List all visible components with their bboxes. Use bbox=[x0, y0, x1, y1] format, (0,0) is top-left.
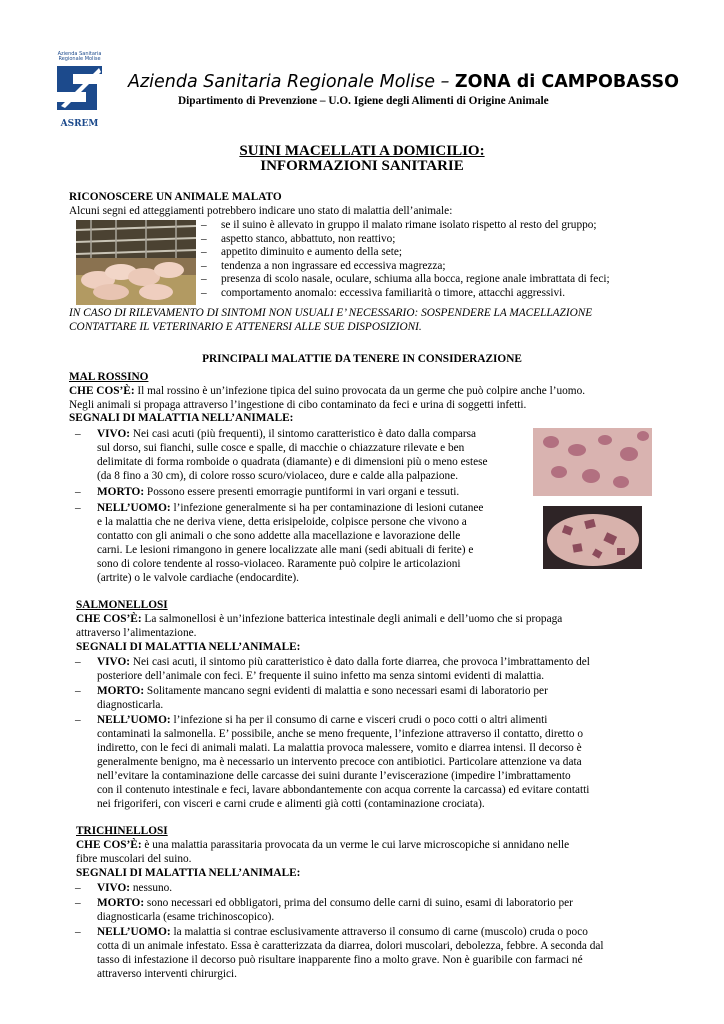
mal-rossino-signs-heading: SEGNALI DI MALATTIA NELL’ANIMALE: bbox=[69, 412, 294, 424]
trichinellosi-uomo-3: tasso di infestazione il decorso può risultare inapparente fino a molto grave. Non è guaribile con farmaci né bbox=[97, 954, 583, 966]
trichinellosi-morto-2: diagnosticarla (esame trichinoscopico). bbox=[97, 911, 275, 923]
list-dash: – bbox=[75, 486, 81, 498]
rossino-uomo-2: e la malattia che ne deriva viene, detta erisipeloide, colpisce persone che vivono a bbox=[97, 516, 467, 528]
salmonellosi-uomo-5: nell’evitare la contaminazione delle carcasse dei suini durante l’eviscerazione (impedire l’imbrattamento bbox=[97, 770, 571, 782]
rossino-vivo-4: (da 8 fino a 30 cm), di colore rosso scuro/violaceo, dure e calde alla palpazione. bbox=[97, 470, 459, 482]
vivo-label: VIVO: bbox=[97, 882, 131, 894]
salmonellosi-vivo-2: posteriore dell’animale con feci. E’ frequente il suino infetto ma senza sintomi evidenti di malattia. bbox=[97, 670, 545, 682]
salmonellosi-heading: SALMONELLOSI bbox=[76, 599, 168, 611]
org-prefix: Azienda Sanitaria Regionale Molise – bbox=[128, 72, 455, 92]
uomo-text: l’infezione generalmente si ha per contaminazione di lesioni cutanee bbox=[170, 502, 484, 514]
salmonellosi-uomo bbox=[97, 714, 547, 728]
what-label: CHE COS’È: bbox=[76, 613, 142, 625]
uomo-label: NELL’UOMO: bbox=[97, 926, 171, 938]
rossino-morto bbox=[97, 486, 459, 500]
list-dash: – bbox=[201, 246, 207, 259]
rossino-uomo-3: contatto con gli animali o che sono addette alla macellazione e lavorazione delle bbox=[97, 530, 461, 542]
logo-line1: Azienda Sanitaria bbox=[57, 51, 102, 57]
list-dash: – bbox=[75, 428, 81, 440]
mal-rossino-what bbox=[69, 385, 585, 399]
logo-acronym: ASREM bbox=[60, 118, 99, 129]
rossino-vivo-3: delimitate di forma romboide o quadrata (diamante) e di dimensioni più o meno estese bbox=[97, 456, 488, 468]
trichinellosi-morto bbox=[97, 897, 573, 911]
list-dash: – bbox=[201, 286, 207, 299]
asrem-logo bbox=[53, 51, 106, 129]
org-zone: ZONA di CAMPOBASSO bbox=[454, 72, 680, 92]
vivo-label: VIVO: bbox=[97, 428, 131, 440]
sign-text: presenza di scolo nasale, oculare, schiuma alla bocca, regione anale imbrattata di feci; bbox=[221, 273, 610, 286]
organization-title bbox=[128, 71, 679, 93]
trichinellosi-heading: TRICHINELLOSI bbox=[76, 825, 168, 837]
what-label: CHE COS’È: bbox=[76, 839, 142, 851]
morto-label: MORTO: bbox=[97, 897, 145, 909]
document-title: SUINI MACELLATI A DOMICILIO: bbox=[239, 143, 485, 159]
morto-label: MORTO: bbox=[97, 685, 145, 697]
list-dash: – bbox=[75, 926, 81, 938]
list-dash: – bbox=[75, 685, 81, 697]
list-dash: – bbox=[75, 502, 81, 514]
vivo-text: Nei casi acuti, il sintomo più caratteristico è dato dalla forte diarrea, che provoca l’imbrattamento del bbox=[130, 656, 590, 668]
salmonellosi-morto bbox=[97, 685, 548, 699]
list-dash: – bbox=[75, 897, 81, 909]
uomo-text: la malattia si contrae esclusivamente attraverso il consumo di carne (muscolo) cruda o poco bbox=[170, 926, 588, 938]
main-diseases-heading: PRINCIPALI MALATTIE DA TENERE IN CONSIDERAZIONE bbox=[202, 353, 522, 365]
rossino-vivo bbox=[97, 428, 476, 442]
salmonellosi-signs-heading: SEGNALI DI MALATTIA NELL’ANIMALE: bbox=[76, 641, 301, 653]
what-text: Il mal rossino è un’infezione tipica del suino provocata da un germe che può colpire anche l’uomo. bbox=[134, 385, 586, 397]
salmonellosi-what-2: attraverso l’alimentazione. bbox=[76, 627, 197, 639]
salmonellosi-uomo-2: contaminati la salmonella. E’ possibile, anche se meno frequente, l’infezione attraverso il contatto, diretto o bbox=[97, 728, 584, 740]
sick-animal-heading: RICONOSCERE UN ANIMALE MALATO bbox=[69, 191, 282, 203]
salmonellosi-vivo bbox=[97, 656, 590, 670]
logo-emblem-icon bbox=[53, 62, 106, 114]
sick-animal-intro: Alcuni segni ed atteggiamenti potrebbero indicare uno stato di malattia dell’animale: bbox=[69, 205, 453, 217]
trichinellosi-vivo bbox=[97, 882, 172, 896]
mal-rossino-what-2: Negli animali si propaga attraverso l’ingestione di cibo contaminato da feci e urina di soggetti infetti. bbox=[69, 399, 527, 411]
department-name: Dipartimento di Prevenzione – U.O. Igiene degli Alimenti di Origine Animale bbox=[178, 95, 549, 107]
rossino-uomo-5: sono di colore tendente al rosso-violaceo. Raramente può colpire le articolazioni bbox=[97, 558, 461, 570]
trichinellosi-signs-heading: SEGNALI DI MALATTIA NELL’ANIMALE: bbox=[76, 867, 301, 879]
skin-lesion-photo-1 bbox=[533, 428, 652, 496]
what-text: La salmonellosi è un’infezione batterica intestinale degli animali e dell’uomo che si propaga bbox=[141, 613, 563, 625]
pigs-in-pen-photo bbox=[76, 220, 196, 305]
warning-line-2: CONTATTARE IL VETERINARIO E ATTENERSI ALLE SUE DISPOSIZIONI. bbox=[69, 321, 422, 333]
sign-text: comportamento anomalo: eccessiva familiarità o timore, attacchi aggressivi. bbox=[221, 286, 566, 299]
list-dash: – bbox=[201, 273, 207, 286]
list-dash: – bbox=[201, 259, 207, 272]
list-dash: – bbox=[201, 219, 207, 231]
skin-lesion-photo-2 bbox=[543, 506, 642, 569]
salmonellosi-morto-2: diagnosticarla. bbox=[97, 699, 164, 711]
sign-text: appetito diminuito e aumento della sete; bbox=[221, 246, 403, 259]
sign-text: se il suino è allevato in gruppo il malato rimane isolato rispetto al resto del gruppo; bbox=[221, 219, 597, 231]
uomo-text: l’infezione si ha per il consumo di carne e visceri crudi o poco cotti o altri alimenti bbox=[170, 714, 548, 726]
trichinellosi-uomo bbox=[97, 926, 588, 940]
rossino-uomo bbox=[97, 502, 483, 516]
salmonellosi-uomo-7: nei frigoriferi, con visceri e carni crude e alimenti già cotti (contaminazione crociata). bbox=[97, 798, 485, 810]
trichinellosi-uomo-2: cotta di un animale infestato. Essa è caratterizzata da diarrea, dolori muscolari, debolezza, febbre. A seconda dal bbox=[97, 940, 604, 952]
morto-label: MORTO: bbox=[97, 486, 145, 498]
logo-line2: Regionale Molise bbox=[58, 56, 101, 62]
trichinellosi-what bbox=[76, 839, 569, 853]
vivo-label: VIVO: bbox=[97, 656, 131, 668]
morto-text: Possono essere presenti emorragie puntiformi in vari organi e tessuti. bbox=[144, 486, 460, 498]
uomo-label: NELL’UOMO: bbox=[97, 502, 171, 514]
document-subtitle: INFORMAZIONI SANITARIE bbox=[260, 158, 464, 174]
what-label: CHE COS’È: bbox=[69, 385, 135, 397]
list-dash: – bbox=[75, 656, 81, 668]
list-dash: – bbox=[201, 232, 207, 245]
morto-text: sono necessari ed obbligatori, prima del consumo delle carni di suino, esami di laboratorio per bbox=[144, 897, 573, 909]
salmonellosi-uomo-3: indiretto, con le feci di animali malati. La malattia provoca malessere, vomito e diarrea intensi. Il decorso è bbox=[97, 742, 582, 754]
vivo-text: nessuno. bbox=[130, 882, 173, 894]
rossino-vivo-2: sul dorso, sui fianchi, sulle cosce e spalle, di macchie o chiazzature rilevate e ben bbox=[97, 442, 465, 454]
salmonellosi-uomo-4: generalmente benigno, ma è necessario un intervento precoce con antibiotici. Particolare attenzione va data bbox=[97, 756, 582, 768]
salmonellosi-uomo-6: con il contenuto intestinale e feci, lavare abbondantemente con acqua corrente la carcassa) ed evitare contatti bbox=[97, 784, 590, 796]
list-dash: – bbox=[75, 882, 81, 894]
list-dash: – bbox=[75, 714, 81, 726]
uomo-label: NELL’UOMO: bbox=[97, 714, 171, 726]
salmonellosi-what bbox=[76, 613, 562, 627]
sign-text: tendenza a non ingrassare ed eccessiva magrezza; bbox=[221, 259, 446, 272]
vivo-text: Nei casi acuti (più frequenti), il sintomo caratteristico è dato dalla comparsa bbox=[130, 428, 477, 440]
trichinellosi-uomo-4: attraverso interventi chirurgici. bbox=[97, 968, 238, 980]
morto-text: Solitamente mancano segni evidenti di malattia e sono necessari esami di laboratorio per bbox=[144, 685, 548, 697]
what-text: è una malattia parassitaria provocata da un verme le cui larve microscopiche si annidano nelle bbox=[141, 839, 570, 851]
warning-line-1: IN CASO DI RILEVAMENTO DI SINTOMI NON USUALI E’ NECESSARIO: SOSPENDERE LA MACELLAZIONE bbox=[69, 307, 593, 319]
rossino-uomo-4: carni. Le lesioni rimangono in genere localizzate alle mani (sedi abituali di ferite) e bbox=[97, 544, 474, 556]
trichinellosi-what-2: fibre muscolari del suino. bbox=[76, 853, 192, 865]
rossino-uomo-6: (artrite) o le valvole cardiache (endocardite). bbox=[97, 572, 299, 584]
mal-rossino-heading: MAL ROSSINO bbox=[69, 371, 149, 383]
sign-text: aspetto stanco, abbattuto, non reattivo; bbox=[221, 232, 396, 245]
